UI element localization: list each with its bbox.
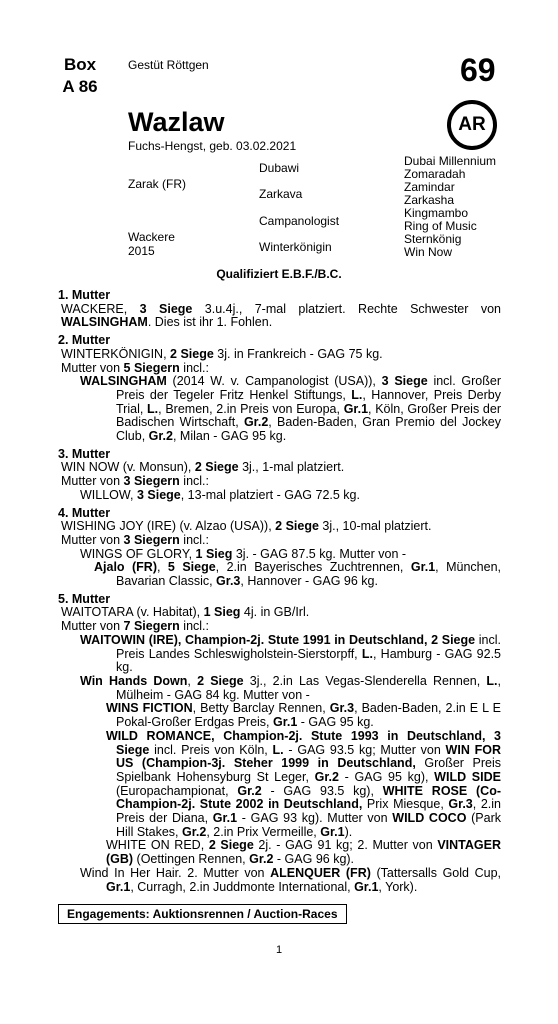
pedigree-g3-item: Kingmambo — [404, 206, 469, 220]
horse-description: Fuchs-Hengst, geb. 03.02.2021 — [128, 139, 297, 153]
pedigree-dam: Wackere — [128, 230, 175, 244]
catalogue-body — [58, 285, 501, 894]
breeder: Gestüt Röttgen — [128, 58, 209, 72]
lot-number: 69 — [460, 52, 496, 88]
offspring-intro: Mutter von 3 Siegern incl.: — [61, 474, 209, 489]
pedigree-g3-col — [404, 155, 496, 259]
grand-offspring-entry: WINS FICTION, Betty Barclay Rennen, Gr.3, Baden-Baden, 2.in E L E Pokal-Großer Erdgas Preis, Gr.1 - GAG 95 kg. — [106, 701, 501, 730]
dam-entry: WIN NOW (v. Monsun), 2 Siege 3j., 1-mal platziert. — [61, 460, 345, 475]
section-heading: 3. Mutter — [58, 446, 111, 461]
pedigree-g3-item: Dubai Millennium — [404, 154, 497, 168]
section-heading: 2. Mutter — [58, 333, 111, 348]
horse-name: Wazlaw — [128, 107, 225, 137]
offspring-entry: Wind In Her Hair. 2. Mutter von ALENQUER (FR) (Tattersalls Gold Cup, Gr.1, Curragh, 2.in Juddmonte International, Gr.1, York). — [80, 865, 501, 894]
offspring-entry: WALSINGHAM (2014 W. v. Campanologist (USA)), 3 Siege incl. Großer Preis der Tegeler Fritz Henkel Stiftungs, L., Hannover, Preis Derby Trial, L., Bremen, 2.in Preis von Europa, Gr.1, Köln, Großer Preis der Badischen Wirtschaft, Gr.2, Baden-Baden, Gran Premio del Jockey Club, Gr.2, Milan - GAG 95 kg. — [80, 374, 502, 444]
pedigree-sire-dam: Zarkava — [259, 187, 303, 201]
pedigree-dam-year: 2015 — [128, 244, 155, 258]
offspring-entry: Win Hands Down, 2 Siege 3j., 2.in Las Vegas-Slenderella Rennen, L., Mülheim - GAG 84 kg. Mutter von - — [80, 673, 502, 702]
pedigree-g3-item: Zarkasha — [404, 193, 455, 207]
offspring-entry: WINGS OF GLORY, 1 Sieg 3j. - GAG 87.5 kg. Mutter von - — [80, 546, 407, 561]
qualification: Qualifiziert E.B.F./B.C. — [216, 267, 342, 281]
grand-offspring-entry: Ajalo (FR), 5 Siege, 2.in Bayerisches Zuchtrennen, Gr.1, München, Bavarian Classic, Gr.3, Hannover - GAG 96 kg. — [94, 560, 501, 589]
offspring-entry: WAITOWIN (IRE), Champion-2j. Stute 1991 in Deutschland, 2 Siege incl. Preis Landes Schleswigholstein-Sierstorpff, L., Hamburg - GAG 92.5 kg. — [80, 632, 501, 675]
pedigree-g3-item: Sternkönig — [404, 232, 462, 246]
pedigree-sire: Zarak (FR) — [128, 177, 186, 191]
pedigree-dam-sire: Campanologist — [259, 214, 340, 228]
offspring-intro: Mutter von 3 Siegern incl.: — [61, 532, 209, 547]
dam-entry: WINTERKÖNIGIN, 2 Siege 3j. in Frankreich - GAG 75 kg. — [61, 346, 383, 361]
dam-entry: WISHING JOY (IRE) (v. Alzao (USA)), 2 Siege 3j., 10-mal platziert. — [61, 519, 432, 534]
pedigree-sire-sire: Dubawi — [259, 161, 300, 175]
offspring-entry: WILLOW, 3 Siege, 13-mal platziert - GAG 72.5 kg. — [80, 487, 360, 502]
offspring-intro: Mutter von 5 Siegern incl.: — [61, 360, 209, 375]
dam-entry: WAITOTARA (v. Habitat), 1 Sieg 4j. in GB/Irl. — [61, 605, 310, 620]
offspring-intro: Mutter von 7 Siegern incl.: — [61, 619, 209, 634]
pedigree-g3-item: Ring of Music — [404, 219, 477, 233]
ar-badge: AR — [447, 100, 497, 150]
offspring-entry: WHITE ON RED, 2 Siege 2j. - GAG 91 kg; 2. Mutter von VINTAGER (GB) (Oettingen Rennen, Gr.2 - GAG 96 kg). — [106, 838, 501, 867]
section-heading: 4. Mutter — [58, 505, 111, 520]
section-heading: 1. Mutter — [58, 288, 111, 302]
box-label: Box A 86 — [62, 55, 98, 96]
page-number: 1 — [275, 944, 283, 956]
grand-offspring-entry: WILD ROMANCE, Champion-2j. Stute 1993 in Deutschland, 3 Siege incl. Preis von Köln, L. - GAG 93.5 kg; Mutter von WIN FOR US (Champion-3j. Steher 1999 in Deutschland, Großer Preis Spielbank Hohensyburg St Leger, Gr.2 - GAG 95 kg), WILD SIDE (Europachampionat, Gr.2 - GAG 93.5 kg), WHITE ROSE (Co-Champion-2j. Stute 2002 in Deutschland, Prix Miesque, Gr.3, 2.in Preis der Diana, Gr.1 - GAG 93 kg). Mutter von WILD COCO (Park Hill Stakes, Gr.2, 2.in Prix Vermeille, Gr.1). — [106, 728, 501, 839]
pedigree-g3-item: Zomaradah — [404, 167, 466, 181]
section-heading: 5. Mutter — [58, 591, 111, 606]
pedigree-g3-item: Win Now — [404, 245, 453, 259]
engagements-box: Engagements: Auktionsrennen / Auction-Races — [58, 904, 347, 924]
pedigree-g3-item: Zamindar — [404, 180, 455, 194]
pedigree-dam-dam: Winterkönigin — [259, 240, 332, 254]
dam-entry: WACKERE, 3 Siege 3.u.4j., 7-mal platziert. Rechte Schwester von WALSINGHAM. Dies ist ihr 1. Fohlen. — [61, 301, 501, 330]
